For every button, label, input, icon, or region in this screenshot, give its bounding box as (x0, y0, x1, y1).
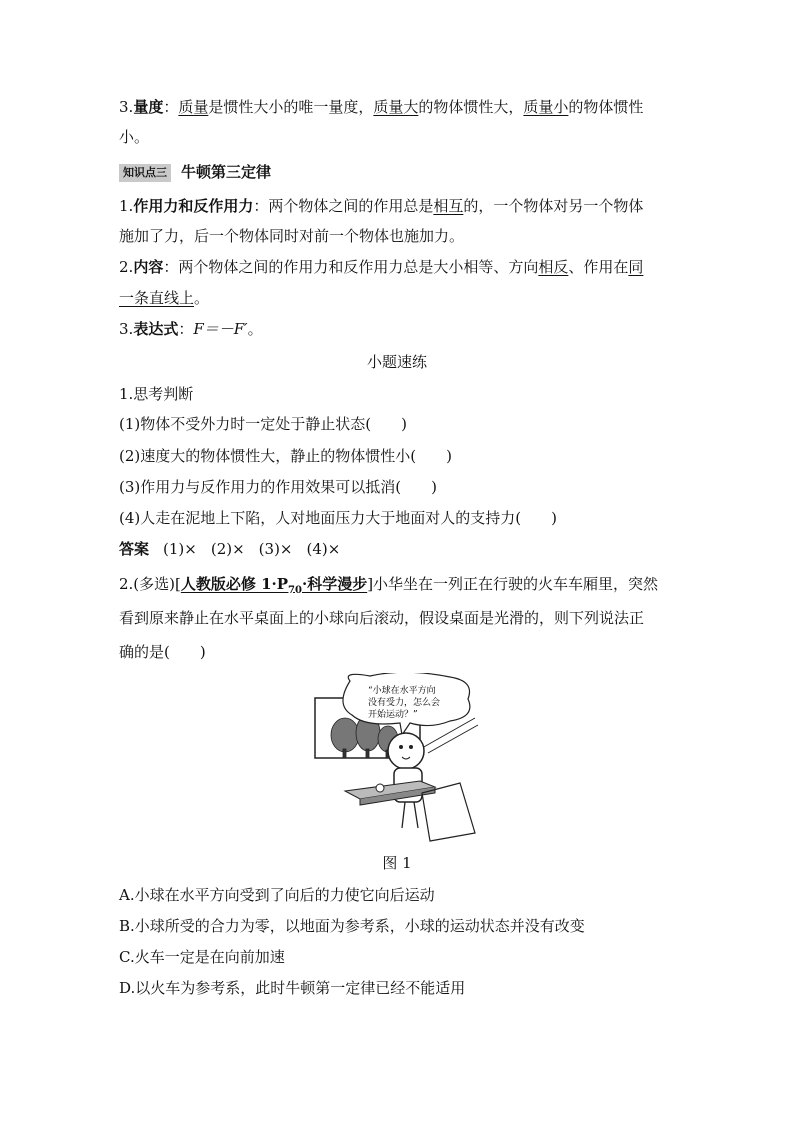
underlined-answer: 质量 (178, 98, 209, 116)
text: ： (178, 320, 194, 338)
question-source (180, 575, 368, 596)
ball (376, 784, 384, 792)
text: 的，一个物体对另一个物体 (463, 197, 644, 215)
text: 2.(多选)[ (119, 575, 181, 593)
law-item-2-line-2 (119, 288, 209, 308)
bubble-text-1: “小球在水平方向 (368, 686, 436, 696)
text: 的物体惯性 (568, 98, 644, 116)
judge-answers (119, 539, 354, 559)
term-label: 表达式 (133, 320, 179, 338)
knowledge-point-badge: 知识点三 (119, 164, 171, 182)
text: 。 (194, 289, 210, 307)
item-number: 3. (119, 320, 134, 338)
source-text: 人教版必修 1·P (180, 575, 289, 593)
text: ：两个物体之间的作用力和反作用力总是大小相等、方向 (163, 258, 539, 276)
question-2-line-3: 确的是( ) (119, 643, 206, 661)
underlined-answer: 质量大 (373, 98, 419, 116)
figure-illustration (310, 673, 485, 843)
underlined-answer: 相互 (433, 197, 464, 215)
answer-item: (1)× (163, 540, 197, 558)
item-number: 3. (119, 98, 134, 116)
judge-item-4: (4)人走在泥地上下陷，人对地面压力大于地面对人的支持力( ) (119, 509, 557, 527)
question-2-line-2: 看到原来静止在水平桌面上的小球向后滚动，假设桌面是光滑的，则下列说法正 (119, 609, 645, 627)
underlined-answer: 相反 (538, 258, 569, 276)
judge-item-3: (3)作用力与反作用力的作用效果可以抵消( ) (119, 478, 437, 496)
option-d: D.以火车为参考系，此时牛顿第一定律已经不能适用 (119, 979, 466, 997)
source-text: ·科学漫步 (301, 575, 368, 593)
bubble-text-2: 没有受力，怎么会 (368, 698, 441, 708)
answer-item: (3)× (258, 540, 293, 558)
text: 。 (247, 320, 263, 338)
term-label: 作用力和反作用力 (133, 197, 254, 215)
underlined-answer: 一条直线上 (119, 289, 195, 307)
text: 的物体惯性大， (418, 98, 524, 116)
law-item-1-line-2: 施加了力，后一个物体同时对前一个物体也施加力。 (119, 227, 465, 245)
text: ： (163, 98, 179, 116)
figure-caption: 图 1 (382, 854, 412, 872)
item-number: 2. (119, 258, 134, 276)
law-item-1-line-1 (119, 196, 643, 216)
item-number: 1. (119, 197, 134, 215)
character-head (388, 733, 424, 769)
knowledge-point-heading (119, 162, 271, 182)
underlined-answer: 同 (628, 258, 644, 276)
judge-item-2: (2)速度大的物体惯性大，静止的物体惯性小( ) (119, 447, 452, 465)
inertia-measure-line-2: 小。 (119, 128, 150, 146)
formula: F＝－F′ (193, 320, 248, 338)
judge-item-1: (1)物体不受外力时一定处于静止状态( ) (119, 415, 407, 433)
option-c: C.火车一定是在向前加速 (119, 948, 285, 966)
underlined-answer: 质量小 (523, 98, 569, 116)
bubble-text-3: 开始运动？” (368, 710, 418, 720)
text: ]小华坐在一列正在行驶的火车车厢里，突然 (367, 575, 659, 593)
practice-title: 小题速练 (366, 353, 427, 371)
source-page: 70 (288, 585, 302, 596)
text: 、作用在 (568, 258, 629, 276)
option-b: B.小球所受的合力为零，以地面为参考系，小球的运动状态并没有改变 (119, 917, 585, 935)
text: ：两个物体之间的作用总是 (253, 197, 434, 215)
answer-item: (4)× (306, 540, 341, 558)
law-item-2-line-1 (119, 257, 643, 277)
question-2-line-1 (119, 574, 658, 601)
answer-label: 答案 (119, 540, 150, 558)
term-label: 量度 (133, 98, 164, 116)
law-item-3 (119, 319, 263, 339)
judge-title: 1.思考判断 (119, 385, 194, 403)
text: 是惯性大小的唯一量度， (208, 98, 374, 116)
knowledge-point-title: 牛顿第三定律 (181, 163, 272, 181)
answer-item: (2)× (210, 540, 245, 558)
option-a: A.小球在水平方向受到了向后的力使它向后运动 (119, 886, 435, 904)
term-label: 内容 (133, 258, 164, 276)
inertia-measure-line-1 (119, 97, 643, 117)
